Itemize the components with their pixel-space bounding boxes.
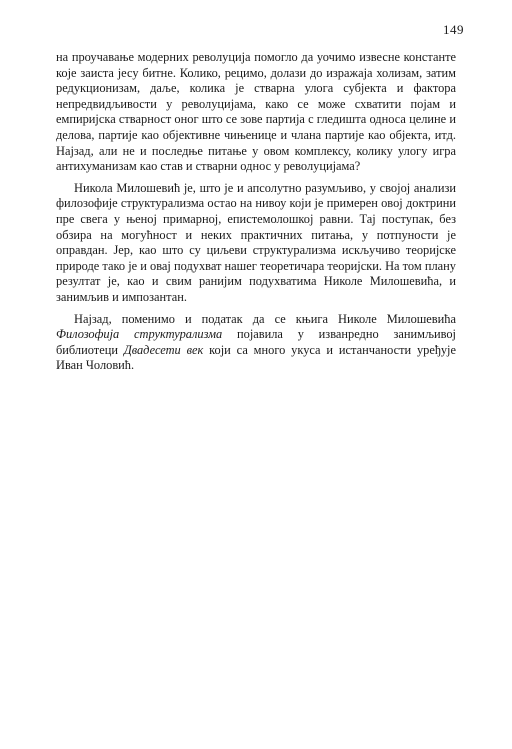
library-name-italic: Двадесети век	[123, 342, 204, 357]
paragraph-1-text: на проучавање модерних револуција помогло да уочимо извесне константе које заиста јесу битне. Колико, рецимо, долази до изражаја холизам, затим редукционизам, даље, колика је стварна улога субјекта и фактора непредвидљивости у револуцијама, како се може схватити појам и емпиријска стварност оног што се зове партија с гледишта односа целине и делова, партије као објективне чињенице и члана партије као објекта, итд. Најзад, али не и последње питање у овом комплексу, колику улогу игра антихуманизам као став и стварни однос у револуцијама?	[56, 50, 456, 174]
paragraph-1	[56, 50, 456, 175]
paragraph-3-text-b: појавила у изванредно занимљивој библиотеци	[56, 327, 456, 357]
body-text	[56, 50, 456, 380]
paragraph-2-text: Никола Милошевић је, што је и апсолутно разумљиво, у својој анализи филозофије структурализма остао на нивоу који је примерен овој доктрини пре свега у њеној примарној, епистемолошкој равни. Тај поступак, без обзира на могућност и неких практичних питања, у потпуности је оправдан. Јер, као што су циљеви структурализма искључиво теоријске природе тако је и овај подухват нашег теоретичара теоријски. На том плану резултат је, као и свим ранијим подухватима Николе Милошевића, и занимљив и импозантан.	[56, 180, 456, 304]
paragraph-3	[56, 312, 456, 374]
book-title-italic: Филозофија структурализма	[56, 327, 223, 342]
paragraph-3-text-a: Најзад, поменимо и податак да се књига Николе Милошевића	[74, 311, 456, 326]
paragraph-2	[56, 181, 456, 306]
page-number: 149	[443, 22, 464, 37]
paragraph-3-text-c: који са много укуса и истанчаности уређује Иван Чоловић.	[56, 342, 456, 373]
